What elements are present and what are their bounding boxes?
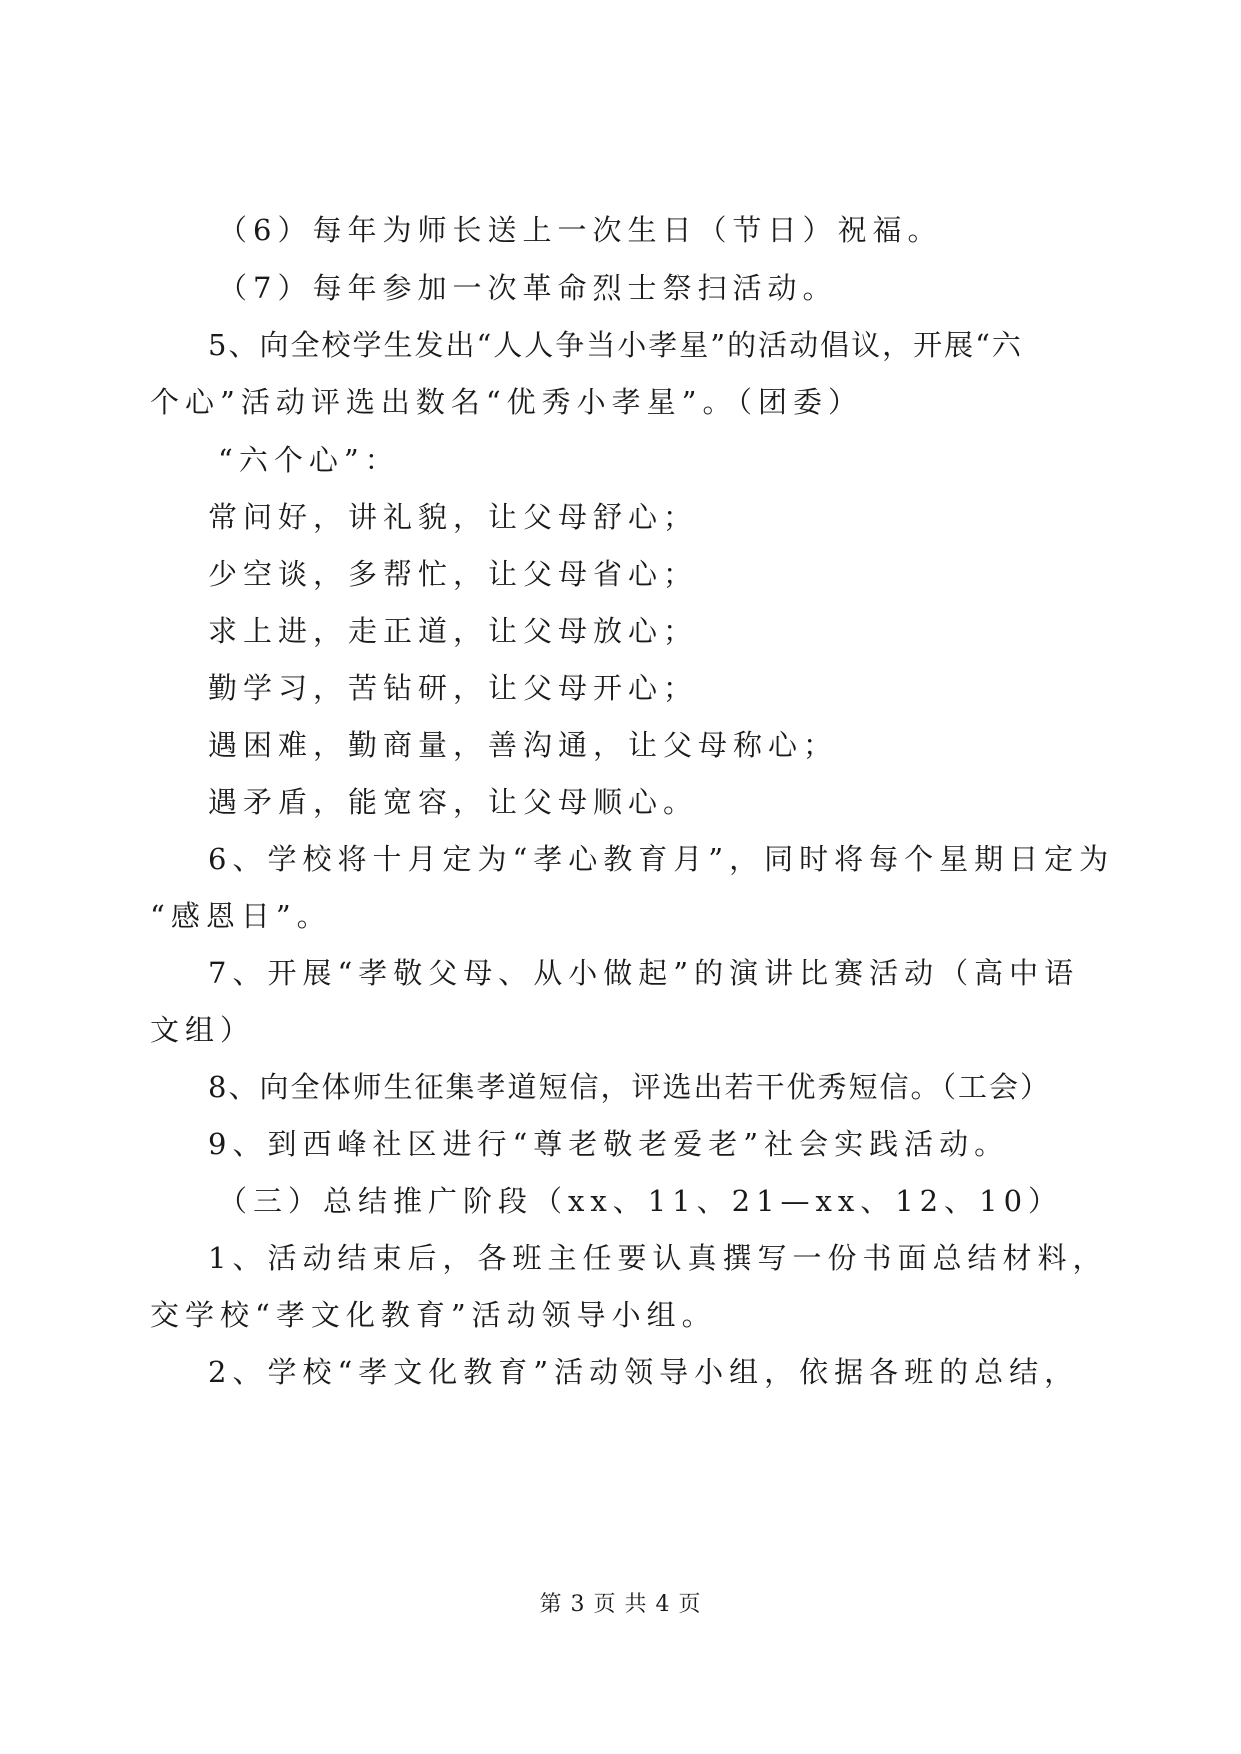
- paragraph-line: 文组）: [150, 1013, 256, 1047]
- paragraph-line: 少空谈，多帮忙，让父母省心；: [208, 557, 699, 591]
- paragraph-line: 2、学校“孝文化教育”活动领导小组，依据各班的总结，: [208, 1355, 1080, 1389]
- paragraph-line: （6）每年为师长送上一次生日（节日）祝福。: [218, 213, 943, 247]
- paragraph-line: 9、到西峰社区进行“尊老敬老爱老”社会实践活动。: [208, 1127, 1010, 1161]
- paragraph-line: 个心”活动评选出数名“优秀小孝星”。（团委）: [150, 385, 863, 419]
- paragraph-line: “感恩日”。: [150, 899, 332, 933]
- paragraph-line: 求上进，走正道，让父母放心；: [208, 614, 699, 648]
- paragraph-line: 5、向全校学生发出“人人争当小孝星”的活动倡议，开展“六: [208, 328, 1023, 362]
- paragraph-line: 遇矛盾，能宽容，让父母顺心。: [208, 785, 699, 819]
- paragraph-line: 常问好，讲礼貌，让父母舒心；: [208, 500, 699, 534]
- paragraph-line: （7）每年参加一次革命烈士祭扫活动。: [218, 271, 838, 305]
- paragraph-line: 勤学习，苦钻研，让父母开心；: [208, 671, 699, 705]
- paragraph-line: 交学校“孝文化教育”活动领导小组。: [150, 1298, 717, 1332]
- page-footer: 第 3 页 共 4 页: [539, 1592, 702, 1617]
- paragraph-line: 6、学校将十月定为“孝心教育月”，同时将每个星期日定为: [208, 842, 1115, 876]
- paragraph-line: 1、活动结束后，各班主任要认真撰写一份书面总结材料，: [208, 1241, 1108, 1275]
- paragraph-line: “六个心”：: [218, 443, 400, 477]
- section-heading: （三）总结推广阶段（xx、11、21—xx、12、10）: [218, 1184, 1064, 1218]
- paragraph-line: 8、向全体师生征集孝道短信，评选出若干优秀短信。（工会）: [208, 1070, 1051, 1104]
- paragraph-line: 遇困难，勤商量，善沟通，让父母称心；: [208, 728, 839, 762]
- paragraph-line: 7、开展“孝敬父母、从小做起”的演讲比赛活动（高中语: [208, 956, 1080, 990]
